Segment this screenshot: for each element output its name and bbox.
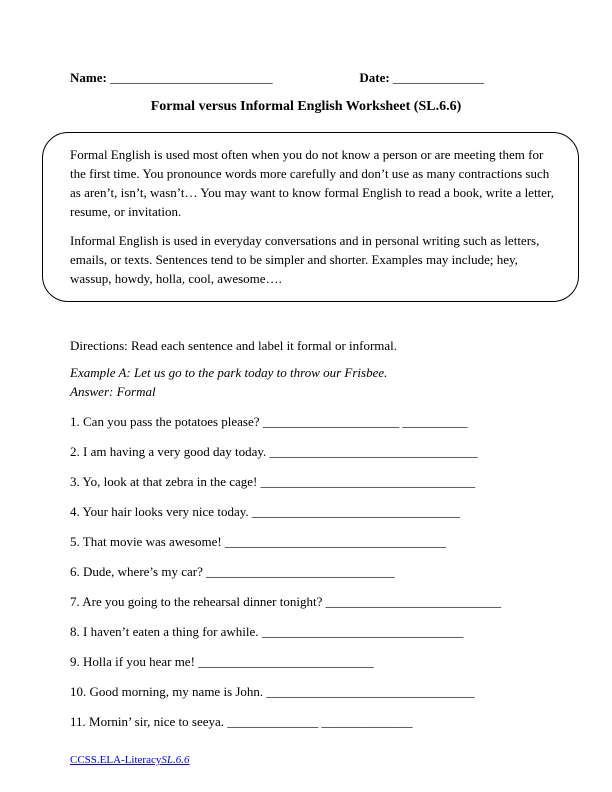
question-row-1: [70, 412, 557, 431]
ccss-standard-link[interactable]: [70, 754, 189, 766]
page-title: Formal versus Informal English Worksheet (SL.6.6): [150, 99, 462, 114]
directions-line: Directions: Read each sentence and label it formal or informal.: [70, 338, 398, 353]
question-row-8: [70, 622, 557, 641]
question-number: 9.: [70, 654, 80, 669]
question-row-10: [70, 682, 557, 701]
example-answer: Answer: Formal: [70, 384, 156, 399]
date-group: [359, 70, 484, 86]
question-text: Holla if you hear me!: [83, 654, 195, 669]
question-number: 11.: [70, 714, 86, 729]
answer-blank: ______________ ______________: [227, 714, 413, 729]
question-text: Mornin’ sir, nice to seeya.: [89, 714, 225, 729]
question-text: That movie was awesome!: [82, 534, 222, 549]
answer-blank: _______________________________: [261, 624, 464, 639]
question-number: 2.: [70, 444, 80, 459]
question-text: Dude, where’s my car?: [83, 564, 203, 579]
name-label: Name:: [70, 70, 107, 85]
answer-blank: ________________________________: [266, 684, 475, 699]
name-group: [70, 70, 273, 86]
question-text: I am having a very good day today.: [83, 444, 267, 459]
answer-blank: __________________________________: [225, 534, 446, 549]
ccss-link-prefix: CCSS.ELA-Literacy: [70, 754, 162, 766]
name-blank: _________________________: [110, 70, 273, 85]
answer-blank: ________________________________: [269, 444, 478, 459]
question-row-4: [70, 502, 557, 521]
question-row-11: [70, 712, 557, 731]
answer-blank: _____________________________: [206, 564, 395, 579]
question-text: Yo, look at that zebra in the cage!: [82, 474, 258, 489]
question-list: [70, 412, 557, 731]
question-number: 7.: [70, 594, 80, 609]
question-text: Can you pass the potatoes please?: [83, 414, 260, 429]
informal-english-paragraph: Informal English is used in everyday conversations and in personal writing such as letters, emails, or texts. Sentences tend to be simpler and shorter. Examples may include; hey, wassup, howdy, holla, cool, awesome….: [70, 233, 540, 286]
footer: [70, 754, 612, 766]
question-number: 4.: [70, 504, 80, 519]
info-box: [42, 132, 579, 302]
question-number: 10.: [70, 684, 87, 699]
question-row-9: [70, 652, 557, 671]
answer-blank: ________________________________: [251, 504, 460, 519]
question-row-3: [70, 472, 557, 491]
question-number: 5.: [70, 534, 80, 549]
answer-blank: ___________________________: [325, 594, 502, 609]
date-blank: ______________: [393, 70, 484, 85]
question-number: 1.: [70, 414, 80, 429]
question-text: Are you going to the rehearsal dinner tonight?: [82, 594, 323, 609]
question-row-2: [70, 442, 557, 461]
answer-blank: _____________________ __________: [262, 414, 468, 429]
question-number: 3.: [70, 474, 80, 489]
question-row-7: [70, 592, 557, 611]
question-row-5: [70, 532, 557, 551]
example-block: [70, 363, 542, 401]
formal-english-paragraph: Formal English is used most often when you do not know a person or are meeting them for the first time. You pronounce words more carefully and don’t use as many contractions such as aren’t, isn’t, wasn’t… You may want to know formal English to read a book, write a letter, resume, or invitation.: [70, 147, 555, 219]
question-text: Good morning, my name is John.: [89, 684, 264, 699]
question-text: I haven’t eaten a thing for awhile.: [83, 624, 259, 639]
name-date-row: [0, 0, 612, 86]
answer-blank: _________________________________: [260, 474, 476, 489]
question-row-6: [70, 562, 557, 581]
example-prompt: Example A: Let us go to the park today to throw our Frisbee.: [70, 365, 388, 380]
date-label: Date:: [359, 70, 390, 85]
answer-blank: ___________________________: [198, 654, 374, 669]
question-text: Your hair looks very nice today.: [82, 504, 249, 519]
question-number: 6.: [70, 564, 80, 579]
ccss-link-code: SL.6.6: [161, 754, 190, 766]
question-number: 8.: [70, 624, 80, 639]
